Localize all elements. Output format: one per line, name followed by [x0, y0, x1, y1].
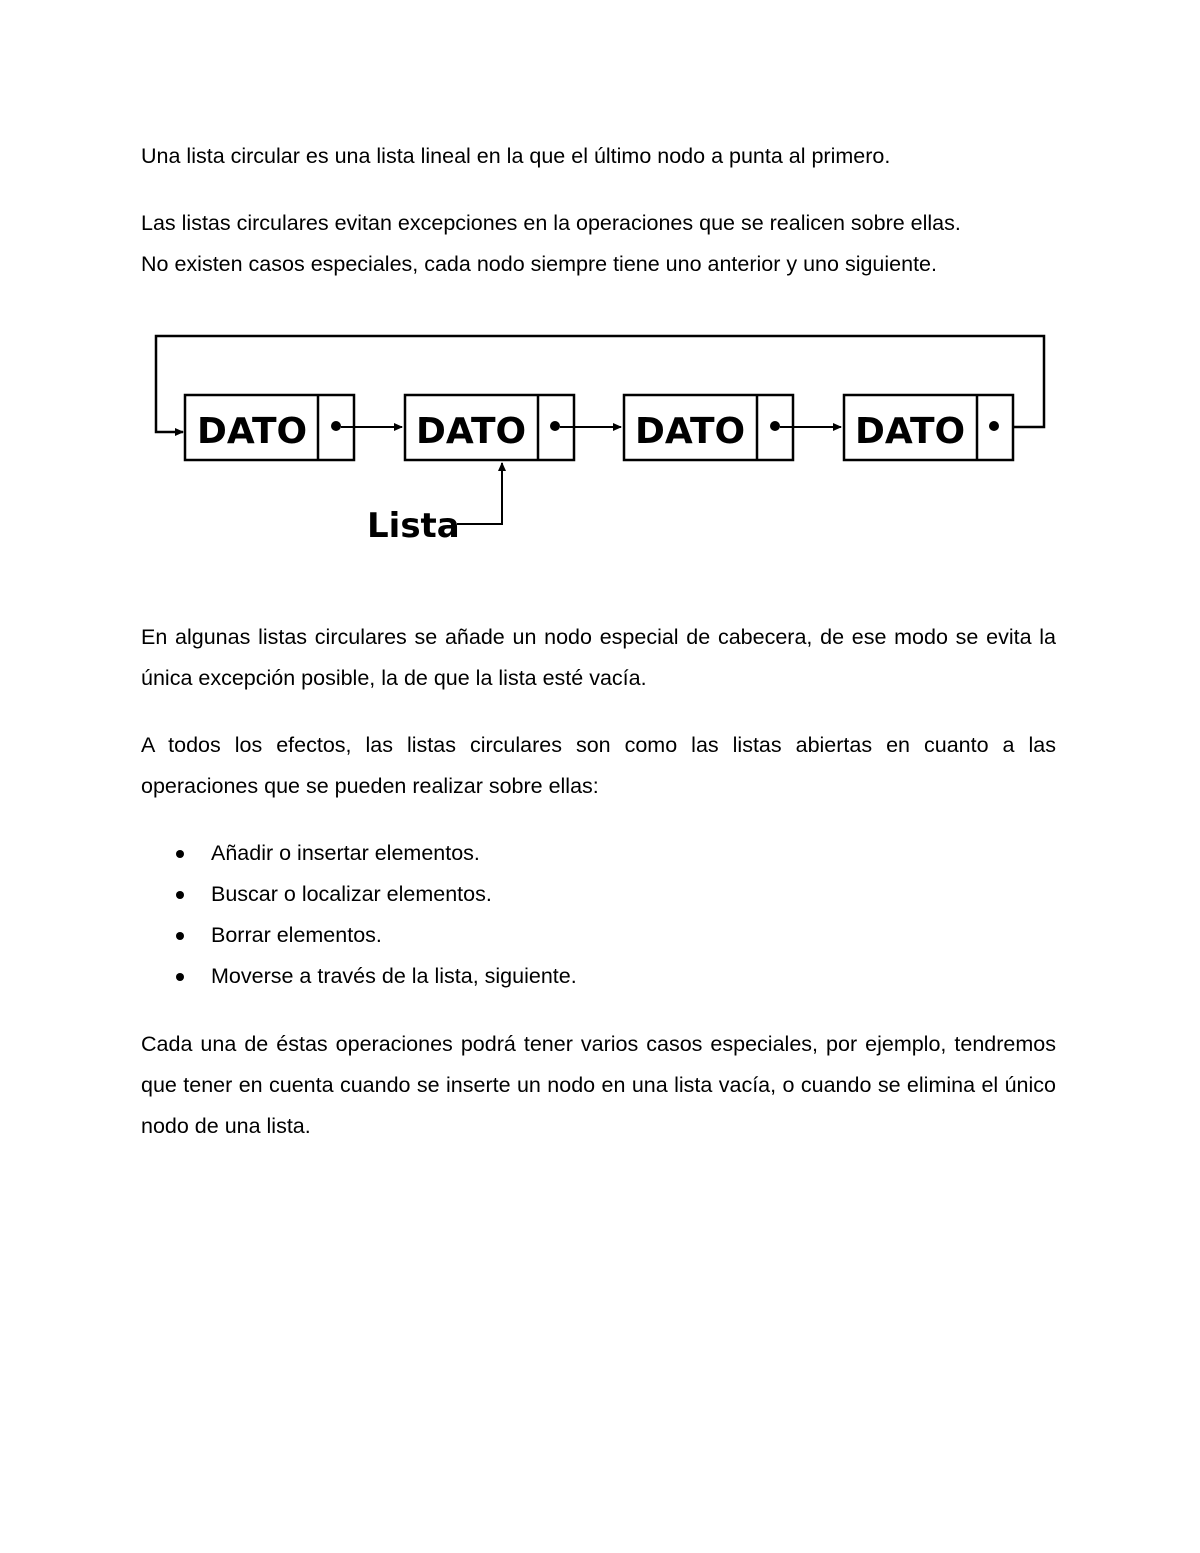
bullet-icon [176, 932, 184, 940]
pointer-dot [550, 421, 560, 431]
node-label: DATO [416, 411, 527, 452]
list-node [405, 395, 574, 460]
list-item [141, 956, 1056, 997]
closing-paragraph: Cada una de éstas operaciones podrá tener varios casos especiales, por ejemplo, tendremos que tener en cuenta cuando se inserte un nodo en una lista vacía, o cuando se elimina el único nodo de una lista. [141, 1032, 1056, 1138]
list-item-text: Moverse a través de la lista, siguiente. [211, 964, 577, 988]
bullet-icon [176, 850, 184, 858]
operations-intro-paragraph: A todos los efectos, las listas circulares son como las listas abiertas en cuanto a las operaciones que se pueden realizar sobre ellas: [141, 733, 1056, 798]
list-node [624, 395, 793, 460]
operations-list [141, 833, 1056, 997]
list-item [141, 833, 1056, 874]
list-item-text: Buscar o localizar elementos. [211, 882, 492, 906]
node-label: DATO [197, 411, 308, 452]
exceptions-line-1: Las listas circulares evitan excepciones en la operaciones que se realicen sobre ellas. [141, 211, 961, 235]
list-item [141, 874, 1056, 915]
exceptions-line-2: No existen casos especiales, cada nodo siempre tiene uno anterior y uno siguiente. [141, 252, 937, 276]
intro-paragraph: Una lista circular es una lista lineal en la que el último nodo a punta al primero. [141, 144, 891, 168]
circular-list-diagram [0, 0, 1200, 560]
node-label: DATO [855, 411, 966, 452]
list-node [844, 395, 1013, 460]
bullet-icon [176, 891, 184, 899]
node-label: DATO [635, 411, 746, 452]
list-item [141, 915, 1056, 956]
pointer-dot [770, 421, 780, 431]
list-pointer-label: Lista [367, 506, 460, 546]
pointer-dot [989, 421, 999, 431]
list-item-text: Añadir o insertar elementos. [211, 841, 480, 865]
bullet-icon [176, 973, 184, 981]
header-node-paragraph: En algunas listas circulares se añade un nodo especial de cabecera, de ese modo se evita la única excepción posible, la de que la lista esté vacía. [141, 625, 1056, 690]
pointer-dot [331, 421, 341, 431]
list-pointer-arrow [457, 463, 502, 524]
list-item-text: Borrar elementos. [211, 923, 382, 947]
list-node [185, 395, 354, 460]
